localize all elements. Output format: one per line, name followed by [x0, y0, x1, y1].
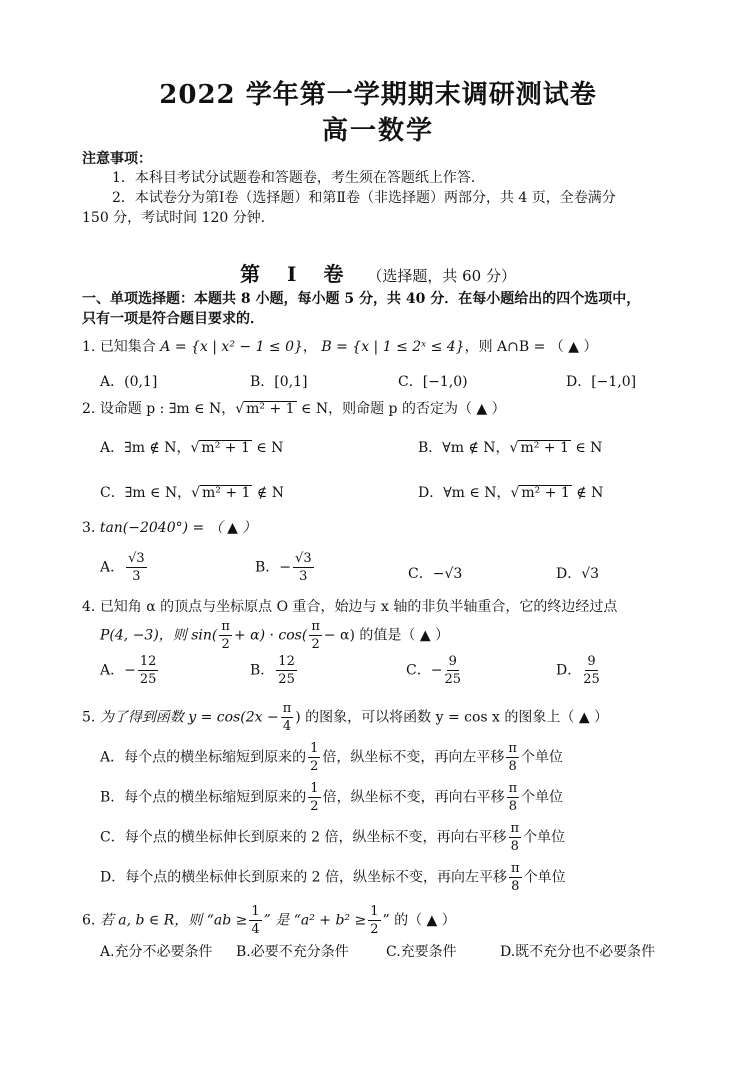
section-header [0, 258, 756, 287]
fraction [507, 782, 520, 813]
question-text: ，则 A∩B = （ ▲ ） [464, 339, 598, 355]
denominator: 8 [511, 879, 520, 894]
denominator: 25 [278, 672, 295, 687]
question-number: 2. [82, 401, 96, 417]
option-text: ∉ N [576, 485, 604, 501]
question-4-stem-cont [100, 620, 449, 651]
set-b: B = {x | 1 ≤ 2ˣ ≤ 4} [321, 339, 465, 355]
q1-option-d: D．[−1,0] [566, 374, 637, 390]
numerator: π [510, 821, 520, 836]
q6-option-b: B.必要不充分条件 [236, 944, 349, 960]
option-text: 个单位 [521, 789, 564, 806]
radicand: m² + 1 [201, 440, 250, 456]
question-5-stem [82, 702, 608, 733]
denominator: 25 [583, 672, 600, 687]
option-text: 倍，纵坐标不变，再向右平移 [322, 789, 505, 806]
q1-option-b: B．[0,1] [250, 374, 308, 390]
question-text: 已知集合 [99, 339, 156, 355]
question-text: 设命题 p : ∃m ∈ N， [99, 401, 236, 417]
q5-option-b [100, 782, 563, 813]
question-text: 若 a, b ∈ R，则 “ab ≥ [99, 912, 248, 929]
fraction [309, 620, 322, 651]
option-text: B．每个点的横坐标缩短到原来的 [100, 789, 307, 806]
question-number: 5. [82, 709, 96, 726]
denominator: 8 [508, 759, 517, 774]
numerator: √3 [295, 551, 312, 566]
question-number: 1. [82, 339, 96, 355]
fraction [308, 782, 320, 813]
fraction [509, 862, 522, 893]
numerator: 1 [310, 781, 319, 796]
numerator: π [508, 781, 518, 796]
fraction [219, 620, 232, 651]
option-text: ∈ N [575, 440, 603, 456]
question-1-stem: 1. 已知集合 A = {x | x² − 1 ≤ 0}， B = {x | 1 ≤ 2ˣ ≤ 4}，则 A∩B = （ ▲ ） [82, 339, 598, 355]
notice-heading: 注意事项： [82, 151, 152, 167]
question-6-stem [82, 905, 456, 936]
section-note: （选择题，共 60 分） [367, 267, 516, 285]
question-text: tan(−2040°) = （ ▲ ） [99, 520, 257, 536]
denominator: 25 [139, 672, 157, 687]
notice-item-1: 1．本科目考试分试题卷和答题卷，考生须在答题纸上作答． [112, 170, 485, 186]
numerator: 1 [370, 904, 379, 919]
denominator: 2 [221, 637, 230, 652]
option-text: C．∃m ∈ N， [100, 485, 192, 501]
radicand: m² + 1 [246, 401, 295, 417]
option-text: D．∀m ∈ N， [418, 485, 511, 501]
numerator: π [311, 619, 320, 634]
q4-option-a [100, 655, 160, 686]
denominator: 2 [310, 799, 319, 814]
section-title: 第 Ⅰ 卷 [240, 262, 354, 286]
q6-option-a: A.充分不必要条件 [100, 944, 213, 960]
denominator: 4 [251, 922, 260, 937]
q1-option-c: C．[−1,0) [398, 374, 468, 390]
exam-subtitle: 高一数学 [321, 116, 434, 146]
q3-option-b [255, 552, 316, 583]
denominator: 4 [282, 719, 292, 734]
denominator: 8 [510, 839, 519, 854]
question-text: P(4, −3)，则 sin( [100, 627, 218, 644]
denominator: 2 [311, 637, 320, 652]
fraction [583, 655, 600, 686]
fraction [308, 742, 320, 773]
question-2-stem: 2. 设命题 p : ∃m ∈ N，√ m² + 1 ∈ N，则命题 p 的否定为（ ▲ ） [82, 401, 506, 417]
option-text: 倍，纵坐标不变，再向左平移 [322, 749, 505, 766]
numerator: 9 [587, 654, 596, 669]
numerator: π [508, 741, 517, 756]
set-a: A = {x | x² − 1 ≤ 0} [160, 339, 303, 355]
option-label: A． [100, 559, 125, 576]
denominator: 3 [132, 569, 141, 584]
option-text: A．∃m ∉ N， [100, 440, 191, 456]
section-instruction: 一、单项选择题：本题共 8 小题，每小题 5 分，共 40 分．在每小题给出的四个选项中， [82, 291, 641, 307]
option-text: ∈ N [256, 440, 284, 456]
numerator: 9 [448, 654, 457, 669]
option-label: B． [250, 662, 275, 679]
q1-option-a: A．(0,1] [100, 374, 158, 390]
question-4-stem [82, 596, 617, 616]
q3-option-a [100, 552, 149, 583]
option-text: 个单位 [523, 829, 566, 846]
option-text: D．每个点的横坐标伸长到原来的 2 倍，纵坐标不变，再向左平移 [100, 869, 508, 886]
fraction [276, 655, 297, 686]
denominator: 3 [299, 569, 308, 584]
numerator: π [511, 861, 520, 876]
numerator: 12 [278, 654, 295, 669]
denominator: 2 [310, 759, 319, 774]
numerator: 12 [139, 654, 157, 669]
notice-item-2-cont: 150 分，考试时间 120 分钟． [82, 210, 275, 226]
option-label: A．− [100, 662, 136, 679]
fraction [368, 905, 380, 936]
option-text: C．每个点的横坐标伸长到原来的 2 倍，纵坐标不变，再向右平移 [100, 829, 507, 846]
q4-option-b [250, 655, 299, 686]
fraction [506, 742, 519, 773]
question-text: 为了得到函数 y = cos(2x − [99, 709, 279, 726]
question-text: ∈ N，则命题 p 的否定为（ ▲ ） [301, 401, 506, 417]
option-text: B．∀m ∉ N， [418, 440, 510, 456]
q2-option-d: D．∀m ∈ N，√ m² + 1 ∉ N [418, 485, 604, 501]
q6-option-c: C.充要条件 [386, 944, 457, 960]
q2-option-b: B．∀m ∉ N，√ m² + 1 ∈ N [418, 440, 603, 456]
denominator: 25 [444, 672, 461, 687]
option-text: 个单位 [520, 749, 563, 766]
notice-item-2: 2．本试卷分为第Ⅰ卷（选择题）和第Ⅱ卷（非选择题）两部分，共 4 页，全卷满分 [112, 190, 616, 206]
option-text: ∉ N [256, 485, 284, 501]
numerator: √3 [128, 551, 145, 566]
fraction [126, 552, 147, 583]
fraction [138, 655, 159, 686]
radicand: m² + 1 [202, 485, 251, 501]
q5-option-a [100, 742, 563, 773]
denominator: 8 [508, 799, 517, 814]
option-label: C．− [406, 662, 443, 679]
exam-title: 2022 学年第一学期期末调研测试卷 [159, 80, 597, 110]
fraction [444, 655, 461, 686]
numerator: 1 [251, 904, 260, 919]
numerator: π [282, 701, 292, 716]
radicand: m² + 1 [520, 440, 569, 456]
q5-option-c [100, 822, 565, 853]
numerator: 1 [310, 741, 319, 756]
q3-option-d: D．√3 [556, 566, 600, 582]
q5-option-d [100, 862, 566, 893]
question-text: ” 的（ ▲ ） [382, 912, 456, 929]
question-text: ) 的图象，可以将函数 y = cos x 的图象上（ ▲ ） [295, 709, 609, 726]
fraction [293, 552, 314, 583]
option-text: A．每个点的横坐标缩短到原来的 [100, 749, 307, 766]
question-text: 已知角 α 的顶点与坐标原点 O 重合，始边与 x 轴的非负半轴重合，它的终边经过点 [99, 599, 618, 615]
question-number: 4. [82, 599, 96, 615]
numerator: π [221, 619, 230, 634]
question-3-stem [82, 517, 256, 537]
question-number: 3. [82, 520, 96, 536]
q4-option-d [556, 655, 602, 686]
question-text: + α) · cos( [233, 627, 308, 644]
q2-option-c: C．∃m ∈ N，√ m² + 1 ∉ N [100, 485, 284, 501]
fraction [509, 822, 522, 853]
fraction [281, 702, 294, 733]
q2-option-a: A．∃m ∉ N，√ m² + 1 ∈ N [100, 440, 284, 456]
option-label: D． [556, 662, 582, 679]
q6-option-d: D.既不充分也不必要条件 [500, 944, 656, 960]
denominator: 2 [370, 922, 379, 937]
option-label: B．− [255, 559, 292, 576]
radicand: m² + 1 [521, 485, 570, 501]
fraction [249, 905, 261, 936]
section-instruction-cont: 只有一项是符合题目要求的． [82, 311, 264, 327]
option-text: 个单位 [523, 869, 566, 886]
question-number: 6. [82, 912, 96, 929]
question-text: − α) 的值是（ ▲ ） [323, 627, 450, 644]
q3-option-c: C．−√3 [408, 566, 463, 582]
q4-option-c [406, 655, 463, 686]
question-text: ” 是 “a² + b² ≥ [263, 912, 367, 929]
